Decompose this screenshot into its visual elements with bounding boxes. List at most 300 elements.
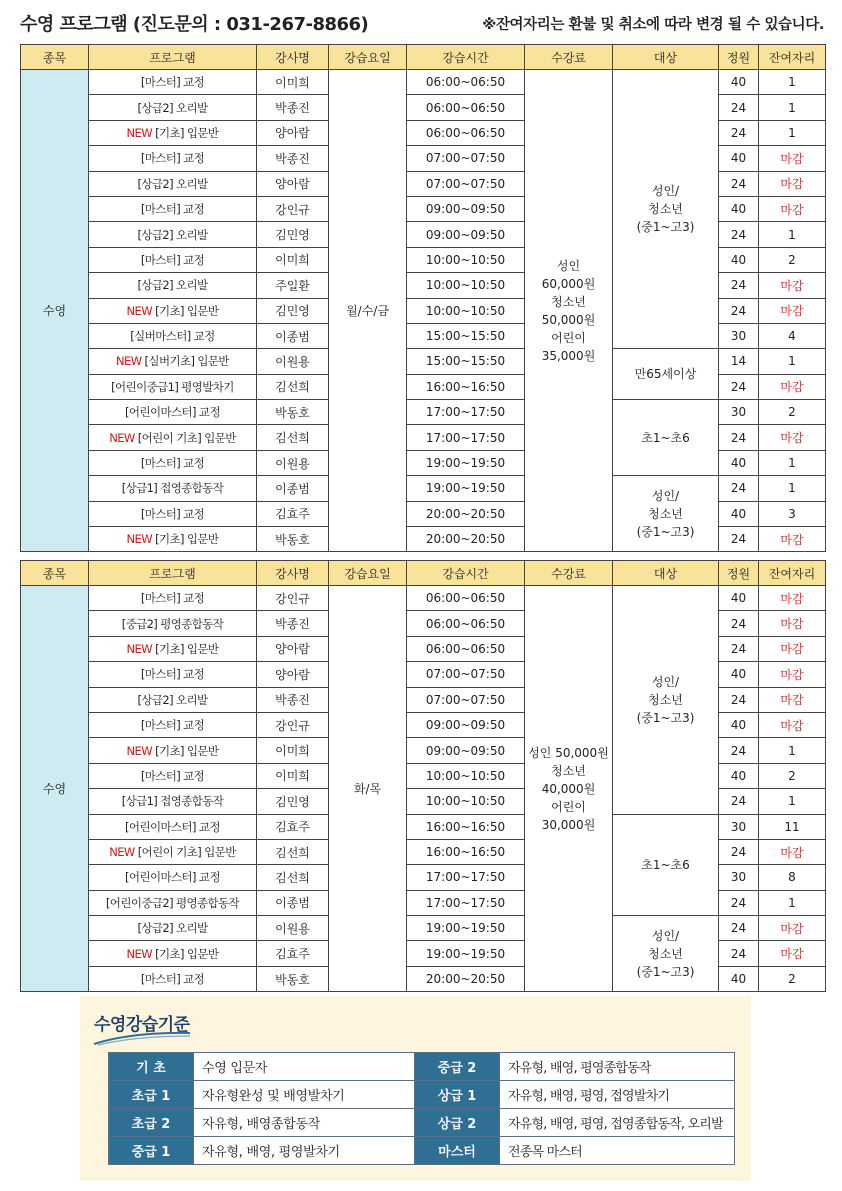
program-name: [기초] 입문반 bbox=[155, 532, 219, 547]
fee-cell bbox=[525, 586, 613, 992]
subject-cell: 수영 bbox=[21, 70, 89, 552]
program-cell bbox=[89, 527, 257, 552]
capacity-cell: 40 bbox=[719, 196, 759, 221]
program-name: [실버기초] 입문반 bbox=[144, 354, 229, 369]
instructor-cell: 박종진 bbox=[257, 687, 329, 712]
capacity-cell: 24 bbox=[719, 476, 759, 501]
target-cell-line: 성인/ bbox=[651, 488, 680, 503]
target-cell-line: 초1~초6 bbox=[641, 430, 690, 445]
column-header: 정원 bbox=[719, 561, 759, 586]
remaining-cell: 1 bbox=[759, 450, 826, 475]
program-name: [어린이마스터] 교정 bbox=[125, 819, 220, 834]
remaining-cell: 1 bbox=[759, 120, 826, 145]
program-name: [상급2] 오리발 bbox=[137, 278, 208, 293]
capacity-cell: 40 bbox=[719, 450, 759, 475]
capacity-cell: 24 bbox=[719, 611, 759, 636]
capacity-cell: 24 bbox=[719, 120, 759, 145]
remaining-cell: 2 bbox=[759, 966, 826, 991]
time-cell: 10:00~10:50 bbox=[407, 789, 525, 814]
program-cell bbox=[89, 662, 257, 687]
program-cell bbox=[89, 476, 257, 501]
program-cell bbox=[89, 196, 257, 221]
instructor-cell: 강인규 bbox=[257, 586, 329, 611]
time-cell: 07:00~07:50 bbox=[407, 146, 525, 171]
new-badge: NEW bbox=[126, 125, 152, 140]
program-name: [상급2] 오리발 bbox=[137, 176, 208, 191]
level-name: 마스터 bbox=[415, 1137, 500, 1165]
level-description: 자유형, 배영종합동작 bbox=[194, 1109, 415, 1137]
program-cell bbox=[89, 712, 257, 737]
remaining-cell: 1 bbox=[759, 222, 826, 247]
instructor-cell: 김효주 bbox=[257, 501, 329, 526]
time-cell: 19:00~19:50 bbox=[407, 476, 525, 501]
column-header: 강습시간 bbox=[407, 45, 525, 70]
target-cell-line: 초1~초6 bbox=[641, 857, 690, 872]
table-row bbox=[21, 400, 826, 425]
program-cell bbox=[89, 890, 257, 915]
time-cell: 19:00~19:50 bbox=[407, 941, 525, 966]
new-badge: NEW bbox=[126, 641, 152, 656]
program-cell bbox=[89, 95, 257, 120]
time-cell: 07:00~07:50 bbox=[407, 171, 525, 196]
target-cell-line: (중1~고3) bbox=[636, 964, 695, 979]
level-name: 초급 1 bbox=[109, 1081, 194, 1109]
program-name: [어린이 기초] 입문반 bbox=[137, 430, 236, 445]
program-cell bbox=[89, 298, 257, 323]
program-name: [어린이중급1] 평영발차기 bbox=[111, 379, 234, 394]
program-name: [마스터] 교정 bbox=[140, 768, 205, 783]
time-cell: 17:00~17:50 bbox=[407, 865, 525, 890]
program-cell bbox=[89, 865, 257, 890]
time-cell: 20:00~20:50 bbox=[407, 966, 525, 991]
time-cell: 10:00~10:50 bbox=[407, 273, 525, 298]
target-cell-line: 성인/ bbox=[651, 928, 680, 943]
time-cell: 06:00~06:50 bbox=[407, 95, 525, 120]
program-cell bbox=[89, 323, 257, 348]
capacity-cell: 24 bbox=[719, 916, 759, 941]
program-name: [상급2] 오리발 bbox=[137, 692, 208, 707]
capacity-cell: 30 bbox=[719, 400, 759, 425]
column-header: 강습요일 bbox=[329, 45, 407, 70]
time-cell: 07:00~07:50 bbox=[407, 662, 525, 687]
instructor-cell: 김선희 bbox=[257, 839, 329, 864]
new-badge: NEW bbox=[126, 946, 152, 961]
fee-cell-line: 청소년 bbox=[551, 763, 586, 778]
fee-cell-line: 35,000원 bbox=[541, 348, 596, 363]
remaining-cell: 2 bbox=[759, 400, 826, 425]
remaining-cell: 1 bbox=[759, 95, 826, 120]
capacity-cell: 30 bbox=[719, 865, 759, 890]
instructor-cell: 양아람 bbox=[257, 120, 329, 145]
time-cell: 17:00~17:50 bbox=[407, 890, 525, 915]
program-cell bbox=[89, 501, 257, 526]
table-row bbox=[21, 476, 826, 501]
seat-notice: ※잔여자리는 환불 및 취소에 따라 변경 될 수 있습니다. bbox=[482, 17, 824, 33]
program-name: [마스터] 교정 bbox=[140, 718, 205, 733]
target-cell bbox=[613, 916, 719, 992]
instructor-cell: 김효주 bbox=[257, 814, 329, 839]
target-cell-line: 성인/ bbox=[651, 674, 680, 689]
target-cell bbox=[613, 349, 719, 400]
remaining-cell: 마감 bbox=[759, 611, 826, 636]
level-name: 기 초 bbox=[109, 1053, 194, 1081]
capacity-cell: 40 bbox=[719, 501, 759, 526]
fee-cell-line: 50,000원 bbox=[541, 312, 596, 327]
fee-cell-line: 어린이 bbox=[551, 799, 586, 814]
instructor-cell: 이미희 bbox=[257, 247, 329, 272]
instructor-cell: 박종진 bbox=[257, 95, 329, 120]
remaining-cell: 4 bbox=[759, 323, 826, 348]
program-name: [상급2] 오리발 bbox=[137, 921, 208, 936]
subject-cell: 수영 bbox=[21, 586, 89, 992]
capacity-cell: 24 bbox=[719, 222, 759, 247]
days-cell: 화/목 bbox=[329, 586, 407, 992]
remaining-cell: 1 bbox=[759, 349, 826, 374]
level-table bbox=[108, 1052, 735, 1165]
target-cell bbox=[613, 814, 719, 916]
capacity-cell: 40 bbox=[719, 966, 759, 991]
program-cell bbox=[89, 966, 257, 991]
column-header: 프로그램 bbox=[89, 45, 257, 70]
program-name: [마스터] 교정 bbox=[140, 667, 205, 682]
level-name: 중급 1 bbox=[109, 1137, 194, 1165]
capacity-cell: 24 bbox=[719, 171, 759, 196]
new-badge: NEW bbox=[109, 845, 135, 860]
instructor-cell: 박동호 bbox=[257, 527, 329, 552]
remaining-cell: 1 bbox=[759, 789, 826, 814]
column-header: 잔여자리 bbox=[759, 561, 826, 586]
instructor-cell: 이종범 bbox=[257, 476, 329, 501]
column-header: 강습요일 bbox=[329, 561, 407, 586]
remaining-cell: 3 bbox=[759, 501, 826, 526]
column-header: 강사명 bbox=[257, 561, 329, 586]
level-name: 상급 1 bbox=[415, 1081, 500, 1109]
column-header: 프로그램 bbox=[89, 561, 257, 586]
program-cell bbox=[89, 916, 257, 941]
capacity-cell: 24 bbox=[719, 890, 759, 915]
program-name: [상급1] 접영종합동작 bbox=[121, 794, 224, 809]
remaining-cell: 8 bbox=[759, 865, 826, 890]
level-description: 자유형, 배영, 평영종합동작 bbox=[500, 1053, 735, 1081]
time-cell: 19:00~19:50 bbox=[407, 916, 525, 941]
program-cell bbox=[89, 814, 257, 839]
fee-cell-line: 성인 50,000원 bbox=[528, 745, 609, 760]
days-cell: 월/수/금 bbox=[329, 70, 407, 552]
program-name: [마스터] 교정 bbox=[140, 252, 205, 267]
program-name: [기초] 입문반 bbox=[155, 641, 219, 656]
remaining-cell: 1 bbox=[759, 890, 826, 915]
capacity-cell: 40 bbox=[719, 70, 759, 95]
instructor-cell: 양아람 bbox=[257, 662, 329, 687]
time-cell: 06:00~06:50 bbox=[407, 586, 525, 611]
fee-cell bbox=[525, 70, 613, 552]
target-cell-line: (중1~고3) bbox=[636, 710, 695, 725]
capacity-cell: 30 bbox=[719, 323, 759, 348]
remaining-cell: 마감 bbox=[759, 273, 826, 298]
column-header: 강습시간 bbox=[407, 561, 525, 586]
remaining-cell: 1 bbox=[759, 476, 826, 501]
time-cell: 10:00~10:50 bbox=[407, 298, 525, 323]
program-name: [실버마스터] 교정 bbox=[130, 329, 215, 344]
schedule-table-tt bbox=[20, 560, 826, 992]
program-name: [마스터] 교정 bbox=[140, 591, 205, 606]
new-badge: NEW bbox=[109, 430, 135, 445]
time-cell: 10:00~10:50 bbox=[407, 763, 525, 788]
program-name: [기초] 입문반 bbox=[155, 946, 219, 961]
capacity-cell: 24 bbox=[719, 527, 759, 552]
page-title: 수영 프로그램 (진도문의 : 031-267-8866) bbox=[20, 14, 369, 35]
capacity-cell: 24 bbox=[719, 425, 759, 450]
time-cell: 20:00~20:50 bbox=[407, 527, 525, 552]
remaining-cell: 마감 bbox=[759, 374, 826, 399]
column-header: 종목 bbox=[21, 45, 89, 70]
program-cell bbox=[89, 120, 257, 145]
instructor-cell: 양아람 bbox=[257, 636, 329, 661]
target-cell-line: (중1~고3) bbox=[636, 220, 695, 235]
target-cell-line: 청소년 bbox=[648, 202, 683, 217]
instructor-cell: 이원용 bbox=[257, 916, 329, 941]
capacity-cell: 40 bbox=[719, 763, 759, 788]
fee-cell-line: 40,000원 bbox=[541, 781, 596, 796]
instructor-cell: 박종진 bbox=[257, 146, 329, 171]
program-name: [마스터] 교정 bbox=[140, 972, 205, 987]
instructor-cell: 박동호 bbox=[257, 966, 329, 991]
level-name: 초급 2 bbox=[109, 1109, 194, 1137]
program-cell bbox=[89, 586, 257, 611]
instructor-cell: 이원용 bbox=[257, 450, 329, 475]
capacity-cell: 24 bbox=[719, 374, 759, 399]
program-cell bbox=[89, 247, 257, 272]
instructor-cell: 김선희 bbox=[257, 374, 329, 399]
remaining-cell: 마감 bbox=[759, 839, 826, 864]
instructor-cell: 주일환 bbox=[257, 273, 329, 298]
capacity-cell: 24 bbox=[719, 789, 759, 814]
target-cell-line: 청소년 bbox=[648, 946, 683, 961]
level-row bbox=[109, 1081, 735, 1109]
table-row bbox=[21, 349, 826, 374]
remaining-cell: 2 bbox=[759, 763, 826, 788]
level-description: 자유형, 배영, 평영, 접영발차기 bbox=[500, 1081, 735, 1109]
target-cell-line: 만65세이상 bbox=[634, 367, 697, 382]
column-header: 대상 bbox=[613, 561, 719, 586]
capacity-cell: 24 bbox=[719, 636, 759, 661]
remaining-cell: 마감 bbox=[759, 662, 826, 687]
program-name: [기초] 입문반 bbox=[155, 743, 219, 758]
fee-cell-line: 성인 bbox=[556, 258, 581, 273]
remaining-cell: 마감 bbox=[759, 527, 826, 552]
remaining-cell: 마감 bbox=[759, 196, 826, 221]
capacity-cell: 24 bbox=[719, 839, 759, 864]
instructor-cell: 강인규 bbox=[257, 712, 329, 737]
program-cell bbox=[89, 273, 257, 298]
capacity-cell: 40 bbox=[719, 586, 759, 611]
program-cell bbox=[89, 763, 257, 788]
legend-title: 수영강습기준 bbox=[94, 1015, 190, 1035]
time-cell: 06:00~06:50 bbox=[407, 70, 525, 95]
column-header: 종목 bbox=[21, 561, 89, 586]
program-name: [마스터] 교정 bbox=[140, 506, 205, 521]
remaining-cell: 2 bbox=[759, 247, 826, 272]
program-name: [중급2] 평영종합동작 bbox=[121, 616, 224, 631]
table-header-row bbox=[21, 45, 826, 70]
program-cell bbox=[89, 171, 257, 196]
time-cell: 09:00~09:50 bbox=[407, 712, 525, 737]
program-cell bbox=[89, 687, 257, 712]
instructor-cell: 김선희 bbox=[257, 865, 329, 890]
time-cell: 16:00~16:50 bbox=[407, 839, 525, 864]
target-cell bbox=[613, 400, 719, 476]
program-cell bbox=[89, 400, 257, 425]
level-description: 자유형, 배영, 평영, 접영종합동작, 오리발 bbox=[500, 1109, 735, 1137]
remaining-cell: 마감 bbox=[759, 171, 826, 196]
remaining-cell: 마감 bbox=[759, 636, 826, 661]
time-cell: 16:00~16:50 bbox=[407, 374, 525, 399]
instructor-cell: 김민영 bbox=[257, 298, 329, 323]
level-name: 중급 2 bbox=[415, 1053, 500, 1081]
capacity-cell: 40 bbox=[719, 146, 759, 171]
fee-cell-line: 60,000원 bbox=[541, 276, 596, 291]
column-header: 정원 bbox=[719, 45, 759, 70]
program-cell bbox=[89, 450, 257, 475]
table-row bbox=[21, 586, 826, 611]
time-cell: 17:00~17:50 bbox=[407, 400, 525, 425]
remaining-cell: 마감 bbox=[759, 687, 826, 712]
capacity-cell: 14 bbox=[719, 349, 759, 374]
capacity-cell: 24 bbox=[719, 298, 759, 323]
capacity-cell: 30 bbox=[719, 814, 759, 839]
program-cell bbox=[89, 636, 257, 661]
level-description: 전종목 마스터 bbox=[500, 1137, 735, 1165]
instructor-cell: 김민영 bbox=[257, 222, 329, 247]
table-header-row bbox=[21, 561, 826, 586]
remaining-cell: 마감 bbox=[759, 916, 826, 941]
remaining-cell: 마감 bbox=[759, 298, 826, 323]
time-cell: 07:00~07:50 bbox=[407, 687, 525, 712]
capacity-cell: 24 bbox=[719, 941, 759, 966]
instructor-cell: 김선희 bbox=[257, 425, 329, 450]
program-name: [마스터] 교정 bbox=[140, 202, 205, 217]
level-row bbox=[109, 1109, 735, 1137]
remaining-cell: 1 bbox=[759, 738, 826, 763]
program-cell bbox=[89, 146, 257, 171]
capacity-cell: 24 bbox=[719, 95, 759, 120]
swoosh-decoration bbox=[92, 1030, 192, 1046]
schedule-table-mwf bbox=[20, 44, 826, 552]
instructor-cell: 이원용 bbox=[257, 349, 329, 374]
instructor-cell: 이미희 bbox=[257, 738, 329, 763]
program-name: [상급2] 오리발 bbox=[137, 100, 208, 115]
time-cell: 19:00~19:50 bbox=[407, 450, 525, 475]
time-cell: 17:00~17:50 bbox=[407, 425, 525, 450]
level-description: 자유형, 배영, 평영발차기 bbox=[194, 1137, 415, 1165]
instructor-cell: 이미희 bbox=[257, 763, 329, 788]
remaining-cell: 11 bbox=[759, 814, 826, 839]
remaining-cell: 마감 bbox=[759, 586, 826, 611]
program-name: [기초] 입문반 bbox=[155, 125, 219, 140]
program-name: [마스터] 교정 bbox=[140, 456, 205, 471]
table-row bbox=[21, 70, 826, 95]
time-cell: 15:00~15:50 bbox=[407, 349, 525, 374]
time-cell: 06:00~06:50 bbox=[407, 611, 525, 636]
program-cell bbox=[89, 425, 257, 450]
target-cell-line: 성인/ bbox=[651, 184, 680, 199]
instructor-cell: 박동호 bbox=[257, 400, 329, 425]
program-name: [기초] 입문반 bbox=[155, 303, 219, 318]
capacity-cell: 40 bbox=[719, 247, 759, 272]
instructor-cell: 이미희 bbox=[257, 70, 329, 95]
program-cell bbox=[89, 374, 257, 399]
instructor-cell: 김효주 bbox=[257, 941, 329, 966]
time-cell: 09:00~09:50 bbox=[407, 196, 525, 221]
target-cell bbox=[613, 476, 719, 552]
level-name: 상급 2 bbox=[415, 1109, 500, 1137]
remaining-cell: 마감 bbox=[759, 712, 826, 737]
time-cell: 10:00~10:50 bbox=[407, 247, 525, 272]
capacity-cell: 40 bbox=[719, 712, 759, 737]
time-cell: 20:00~20:50 bbox=[407, 501, 525, 526]
new-badge: NEW bbox=[126, 743, 152, 758]
time-cell: 09:00~09:50 bbox=[407, 222, 525, 247]
target-cell-line: 청소년 bbox=[648, 506, 683, 521]
program-name: [마스터] 교정 bbox=[140, 151, 205, 166]
fee-cell-line: 청소년 bbox=[551, 294, 586, 309]
remaining-cell: 마감 bbox=[759, 941, 826, 966]
program-cell bbox=[89, 839, 257, 864]
level-description: 수영 입문자 bbox=[194, 1053, 415, 1081]
capacity-cell: 24 bbox=[719, 687, 759, 712]
remaining-cell: 마감 bbox=[759, 425, 826, 450]
new-badge: NEW bbox=[116, 354, 142, 369]
fee-cell-line: 어린이 bbox=[551, 330, 586, 345]
remaining-cell: 마감 bbox=[759, 146, 826, 171]
time-cell: 06:00~06:50 bbox=[407, 120, 525, 145]
remaining-cell: 1 bbox=[759, 70, 826, 95]
program-name: [상급2] 오리발 bbox=[137, 227, 208, 242]
program-cell bbox=[89, 941, 257, 966]
column-header: 잔여자리 bbox=[759, 45, 826, 70]
program-cell bbox=[89, 611, 257, 636]
instructor-cell: 김민영 bbox=[257, 789, 329, 814]
swim-level-legend bbox=[80, 996, 751, 1181]
new-badge: NEW bbox=[126, 532, 152, 547]
program-cell bbox=[89, 789, 257, 814]
column-header: 대상 bbox=[613, 45, 719, 70]
instructor-cell: 박종진 bbox=[257, 611, 329, 636]
program-cell bbox=[89, 222, 257, 247]
level-description: 자유형완성 및 배영발차기 bbox=[194, 1081, 415, 1109]
column-header: 강사명 bbox=[257, 45, 329, 70]
capacity-cell: 40 bbox=[719, 662, 759, 687]
capacity-cell: 24 bbox=[719, 738, 759, 763]
time-cell: 15:00~15:50 bbox=[407, 323, 525, 348]
target-cell bbox=[613, 586, 719, 815]
program-name: [어린이마스터] 교정 bbox=[125, 405, 220, 420]
page-header bbox=[20, 10, 824, 38]
instructor-cell: 이종범 bbox=[257, 323, 329, 348]
time-cell: 06:00~06:50 bbox=[407, 636, 525, 661]
target-cell-line: 청소년 bbox=[648, 692, 683, 707]
table-row bbox=[21, 916, 826, 941]
capacity-cell: 24 bbox=[719, 273, 759, 298]
program-name: [어린이중급2] 평영종합동작 bbox=[105, 895, 240, 910]
target-cell bbox=[613, 70, 719, 349]
program-name: [어린이 기초] 입문반 bbox=[137, 845, 236, 860]
program-cell bbox=[89, 738, 257, 763]
level-row bbox=[109, 1053, 735, 1081]
instructor-cell: 이종범 bbox=[257, 890, 329, 915]
program-name: [어린이마스터] 교정 bbox=[125, 870, 220, 885]
column-header: 수강료 bbox=[525, 45, 613, 70]
